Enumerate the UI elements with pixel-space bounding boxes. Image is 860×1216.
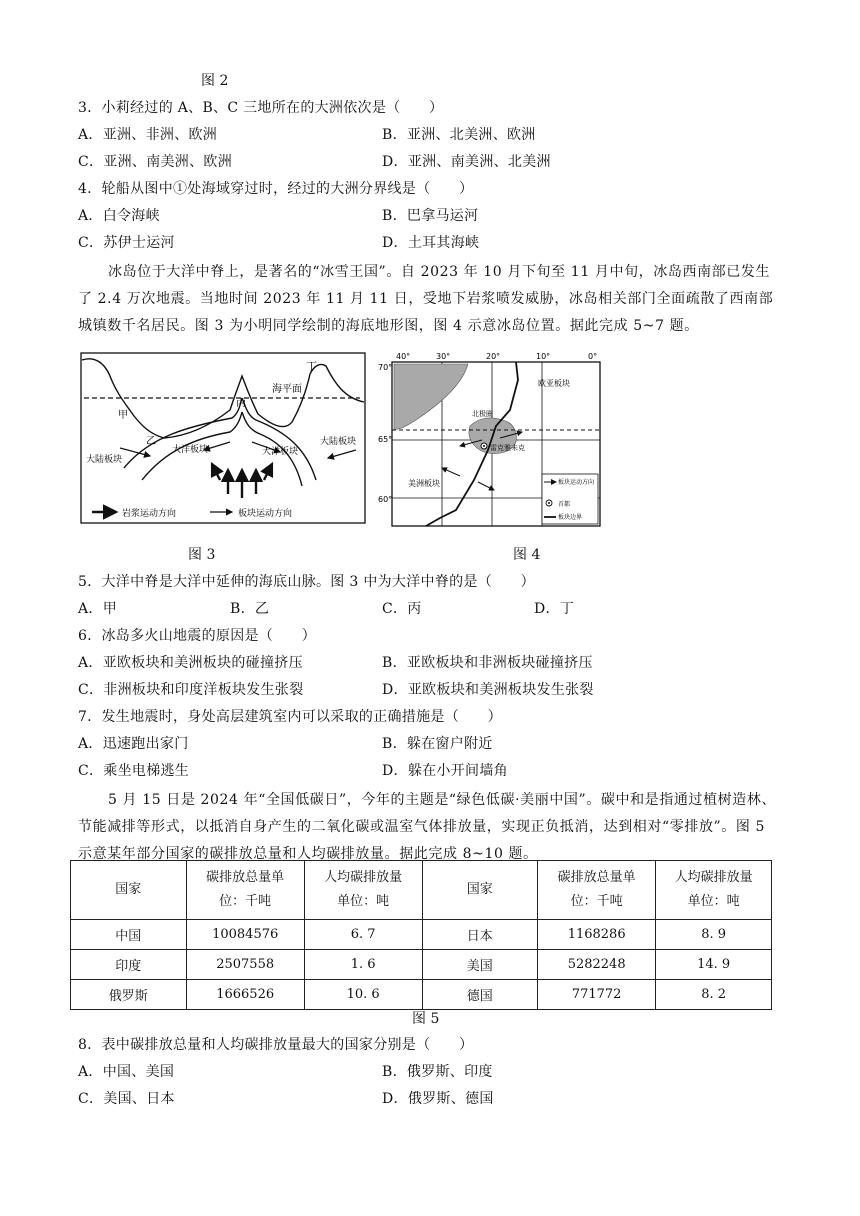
figure-5-caption: 图 5: [412, 1011, 440, 1027]
question-4-option-c: C．苏伊士运河: [78, 235, 175, 251]
label-ocean-plate-left: 大洋板块: [172, 445, 209, 455]
label-yi: 乙: [146, 436, 156, 447]
legend-plate-motion: 板块运动方向: [558, 479, 595, 486]
cell-total: 1666526: [186, 980, 304, 1010]
cell-total: 771772: [538, 980, 656, 1010]
question-5-option-c: C．丙: [382, 601, 422, 617]
question-8-option-d: D．俄罗斯、德国: [382, 1091, 494, 1107]
header-total-2: 碳排放总量单 位：千吨: [538, 861, 656, 920]
figure-4-iceland-map: [378, 350, 604, 528]
question-7-option-a: A．迅速跑出家门: [78, 736, 189, 752]
legend-capital: 首都: [558, 501, 571, 508]
question-6-stem: 6．冰岛多火山地震的原因是（ ）: [78, 628, 317, 644]
lon-label-10: 10°: [536, 352, 551, 361]
cell-country: 美国: [422, 950, 538, 980]
cell-total: 10084576: [186, 920, 304, 950]
cell-per-capita: 8. 2: [656, 980, 772, 1010]
cell-total: 5282248: [538, 950, 656, 980]
lat-label-70: 70°: [378, 363, 393, 372]
question-6-option-d: D．亚欧板块和美洲板块发生张裂: [382, 682, 594, 698]
cell-total: 1168286: [538, 920, 656, 950]
label-jia: 甲: [118, 410, 128, 421]
question-4-option-d: D．土耳其海峡: [382, 235, 480, 251]
question-3-option-b: B．亚洲、北美洲、欧洲: [382, 127, 536, 143]
question-6-option-c: C．非洲板块和印度洋板块发生张裂: [78, 682, 304, 698]
header-total-1: 碳排放总量单 位：千吨: [186, 861, 304, 920]
question-8-option-b: B．俄罗斯、印度: [382, 1064, 493, 1080]
lat-label-60: 60°: [378, 495, 393, 504]
cell-country: 德国: [422, 980, 538, 1010]
cell-per-capita: 10. 6: [304, 980, 422, 1010]
label-continent-plate-left: 大陆板块: [86, 455, 123, 465]
question-3-option-c: C．亚洲、南美洲、欧洲: [78, 154, 233, 170]
legend-boundary: 板块边界: [558, 514, 583, 521]
label-eurasian-plate: 欧亚板块: [538, 379, 570, 388]
label-continent-plate-right: 大陆板块: [320, 437, 357, 447]
label-bing: 丙: [236, 398, 246, 409]
header-per-capita-1: 人均碳排放量 单位：吨: [304, 861, 422, 920]
figure-3-seafloor-diagram: [80, 352, 366, 524]
iceland-intro-paragraph: 冰岛位于大洋中脊上，是著名的“冰雪王国”。自 2023 年 10 月下旬至 11 月中旬，冰岛西南部已发生了 2.4 万次地震。当地时间 2023 年 11 月 11 日，受地下岩浆喷发威胁，冰岛相关部门全面疏散了西南部城镇数千名居民。图 3 为小明同学绘制的海底地形图，图 4 示意冰岛位置。据此完成 5~7 题。: [78, 264, 774, 334]
question-5-option-b: B．乙: [230, 601, 270, 617]
label-american-plate: 美洲板块: [408, 479, 440, 488]
table-row: [71, 920, 772, 950]
carbon-emission-table: [70, 860, 772, 1010]
cell-per-capita: 6. 7: [304, 920, 422, 950]
table-row: [71, 980, 772, 1010]
cell-country: 印度: [71, 950, 187, 980]
label-reykjavik: 雷克雅未克: [490, 444, 525, 452]
question-3-option-d: D．亚洲、南美洲、北美洲: [382, 154, 551, 170]
figure-2-caption: 图 2: [201, 73, 229, 89]
lon-label-40: 40°: [396, 352, 411, 361]
cell-country: 俄罗斯: [71, 980, 187, 1010]
question-6-option-b: B．亚欧板块和非洲板块碰撞挤压: [382, 655, 593, 671]
label-ocean-plate-right: 大洋板块: [262, 447, 299, 457]
lon-label-0: 0°: [588, 352, 598, 361]
question-8-stem: 8．表中碳排放总量和人均碳排放量最大的国家分别是（ ）: [78, 1037, 474, 1053]
cell-country: 中国: [71, 920, 187, 950]
question-7-stem: 7．发生地震时，身处高层建筑室内可以采取的正确措施是（ ）: [78, 709, 502, 725]
cell-country: 日本: [422, 920, 538, 950]
lon-label-20: 20°: [486, 352, 501, 361]
cell-per-capita: 14. 9: [656, 950, 772, 980]
question-8-option-a: A．中国、美国: [78, 1064, 175, 1080]
question-5-option-a: A．甲: [78, 601, 118, 617]
question-6-option-a: A．亚欧板块和美洲板块的碰撞挤压: [78, 655, 303, 671]
question-7-option-c: C．乘坐电梯逃生: [78, 763, 190, 779]
cell-total: 2507558: [186, 950, 304, 980]
question-5-option-d: D．丁: [534, 601, 575, 617]
table-row: [71, 950, 772, 980]
question-7-option-d: D．躲在小开间墙角: [382, 763, 508, 779]
carbon-intro-paragraph: 5 月 15 日是 2024 年“全国低碳日”，今年的主题是“绿色低碳·美丽中国”。碳中和是指通过植树造林、节能减排等形式，以抵消自身产生的二氧化碳或温室气体排放量，实现正负抵消，达到相对“零排放”。图 5 示意某年部分国家的碳排放总量和人均碳排放量。据此完成 8~10 题。: [78, 792, 777, 862]
question-8-option-c: C．美国、日本: [78, 1091, 175, 1107]
question-4-stem: 4．轮船从图中①处海域穿过时，经过的大洲分界线是（ ）: [78, 181, 474, 197]
question-4-option-a: A．白令海峡: [78, 208, 160, 224]
legend-magma: 岩浆运动方向: [122, 509, 177, 519]
question-4-option-b: B．巴拿马运河: [382, 208, 479, 224]
lon-label-30: 30°: [436, 352, 451, 361]
table-header-row: [71, 861, 772, 920]
cell-per-capita: 1. 6: [304, 950, 422, 980]
label-arctic-circle: 北极圈: [472, 410, 493, 418]
figure-3-caption: 图 3: [188, 547, 216, 563]
question-3-stem: 3．小莉经过的 A、B、C 三地所在的大洲依次是（ ）: [78, 100, 444, 116]
label-sea-level: 海平面: [272, 384, 302, 395]
header-per-capita-2: 人均碳排放量 单位：吨: [656, 861, 772, 920]
cell-per-capita: 8. 9: [656, 920, 772, 950]
question-3-option-a: A．亚洲、非洲、欧洲: [78, 127, 218, 143]
legend-plate: 板块运动方向: [238, 509, 293, 519]
question-5-stem: 5．大洋中脊是大洋中延伸的海底山脉。图 3 中为大洋中脊的是（ ）: [78, 574, 535, 590]
header-country-2: 国家: [422, 861, 538, 920]
question-7-option-b: B．躲在窗户附近: [382, 736, 493, 752]
lat-label-65: 65°: [378, 435, 393, 444]
figure-4-caption: 图 4: [513, 547, 541, 563]
header-country-1: 国家: [71, 861, 187, 920]
label-ding: 丁: [306, 360, 317, 373]
